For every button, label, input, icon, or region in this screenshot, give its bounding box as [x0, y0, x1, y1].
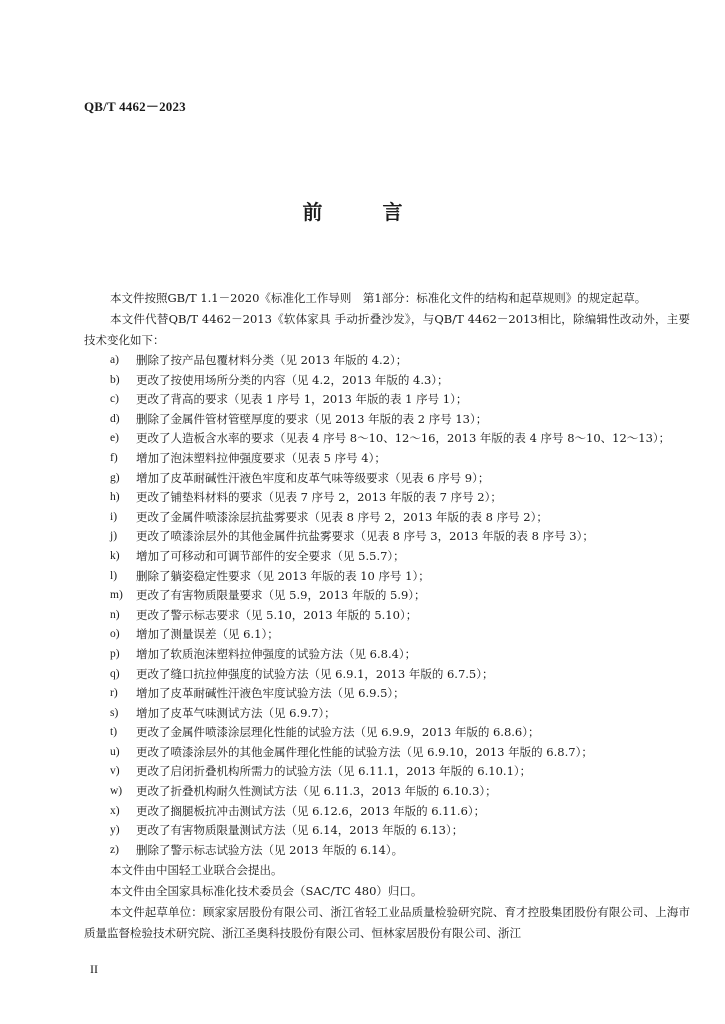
list-item [84, 841, 690, 861]
list-item-marker: l) [110, 569, 118, 582]
list-item-marker: g) [110, 471, 120, 484]
list-item-text: 增加了软质泡沫塑料拉伸强度的试验方法（见 6.8.4）； [136, 646, 417, 661]
list-item [84, 782, 690, 802]
list-item-marker: y) [110, 824, 120, 837]
list-item-text: 更改了铺垫料材料的要求（见表 7 序号 2，2013 年版的表 7 序号 2）； [136, 490, 502, 505]
list-item [84, 567, 690, 587]
standard-code: QB/T 4462－2023 [84, 99, 186, 114]
list-item [84, 371, 690, 391]
list-item-text: 更改了金属件喷漆涂层理化性能的试验方法（见 6.9.9，2013 年版的 6.8.6）； [136, 725, 540, 740]
list-item [84, 704, 690, 724]
list-item-text: 增加了测量误差（见 6.1）； [136, 627, 279, 642]
list-item [84, 762, 690, 782]
list-item-marker: d) [110, 412, 120, 425]
document-body [84, 288, 690, 944]
list-item-text: 更改了背高的要求（见表 1 序号 1，2013 年版的表 1 序号 1）； [136, 392, 468, 407]
list-item-marker: p) [110, 647, 120, 660]
list-item-marker: r) [110, 687, 118, 700]
list-item [84, 410, 690, 430]
list-item [84, 684, 690, 704]
list-item [84, 488, 690, 508]
list-item [84, 449, 690, 469]
list-item [84, 586, 690, 606]
list-item-marker: z) [110, 843, 119, 856]
list-item-text: 删除了警示标志试验方法（见 2013 年版的 6.14）。 [136, 842, 404, 857]
list-item-marker: c) [110, 393, 119, 406]
list-item [84, 625, 690, 645]
list-item [84, 390, 690, 410]
list-item-text: 更改了搁腿板抗冲击测试方法（见 6.12.6，2013 年版的 6.11.6）； [136, 803, 486, 818]
list-item [84, 723, 690, 743]
list-item-marker: s) [110, 706, 119, 719]
page-number: II [90, 962, 98, 976]
closing-paragraph-drafters: 本文件起草单位：顾家家居股份有限公司、浙江省轻工业品质量检验研究院、育才控股集团股份有限公司、上海市质量监督检验技术研究院、浙江圣奥科技股份有限公司、恒林家居股份有限公司、浙江 [84, 905, 690, 941]
closing-paragraph-committee: 本文件由全国家具标准化技术委员会（SAC/TC 480）归口。 [110, 884, 423, 899]
list-item-text: 更改了人造板含水率的要求（见表 4 序号 8～10、12～16，2013 年版的表 4 序号 8～10、12～13）； [136, 431, 671, 446]
list-item [84, 665, 690, 685]
list-item-marker: k) [110, 549, 120, 562]
list-item-marker: x) [110, 804, 120, 817]
list-item-marker: v) [110, 765, 120, 778]
list-item-text: 更改了缝口抗拉伸强度的试验方法（见 6.9.1，2013 年版的 6.7.5）； [136, 666, 494, 681]
list-item [84, 527, 690, 547]
list-item-text: 删除了金属件管材管壁厚度的要求（见 2013 年版的表 2 序号 13）； [136, 411, 488, 426]
list-item [84, 469, 690, 489]
list-item-marker: i) [110, 510, 118, 523]
list-item-marker: u) [110, 745, 120, 758]
list-item-marker: e) [110, 432, 119, 445]
list-item-marker: h) [110, 491, 120, 504]
list-item [84, 606, 690, 626]
technical-changes-list [84, 351, 690, 860]
list-item-text: 增加了皮革气味测试方法（见 6.9.7）； [136, 705, 336, 720]
intro-paragraph-2: 本文件代替QB/T 4462－2013《软体家具 手动折叠沙发》，与QB/T 4462－2013相比，除编辑性改动外，主要技术变化如下： [84, 312, 690, 347]
list-item-marker: m) [110, 589, 123, 602]
list-item-marker: q) [110, 667, 120, 680]
list-item [84, 508, 690, 528]
list-item [84, 351, 690, 371]
list-item-text: 增加了皮革耐碱性汗液色牢度和皮革气味等级要求（见表 6 序号 9）； [136, 470, 490, 485]
page-title: 前 言 [302, 200, 423, 224]
list-item-marker: w) [110, 785, 123, 798]
list-item-text: 更改了折叠机构耐久性测试方法（见 6.11.3，2013 年版的 6.10.3）； [136, 784, 497, 799]
closing-paragraph-proposer: 本文件由中国轻工业联合会提出。 [110, 863, 283, 878]
list-item-text: 更改了喷漆涂层外的其他金属件抗盐雾要求（见表 8 序号 3，2013 年版的表 8 序号 3）； [136, 529, 594, 544]
list-item-text: 增加了可移动和可调节部件的安全要求（见 5.5.7）； [136, 548, 405, 563]
intro-paragraph-1: 本文件按照GB/T 1.1－2020《标准化工作导则 第1部分：标准化文件的结构和起草规则》的规定起草。 [110, 291, 647, 305]
list-item [84, 802, 690, 822]
list-item-text: 增加了泡沫塑料拉伸强度要求（见表 5 序号 4）； [136, 450, 386, 465]
list-item-marker: j) [110, 530, 118, 543]
list-item-marker: n) [110, 608, 120, 621]
list-item-marker: t) [110, 726, 118, 739]
list-item-text: 更改了警示标志要求（见 5.10，2013 年版的 5.10）； [136, 607, 418, 622]
list-item-marker: o) [110, 628, 120, 641]
list-item-marker: a) [110, 354, 119, 366]
list-item-text: 更改了有害物质限量要求（见 5.9，2013 年版的 5.9）； [136, 588, 426, 603]
list-item-marker: f) [110, 451, 118, 464]
list-item [84, 547, 690, 567]
list-item-text: 删除了按产品包覆材料分类（见 2013 年版的 4.2）； [136, 353, 408, 367]
list-item-text: 更改了启闭折叠机构所需力的试验方法（见 6.11.1，2013 年版的 6.10.1）； [136, 764, 532, 779]
list-item-marker: b) [110, 373, 120, 386]
list-item [84, 645, 690, 665]
list-item [84, 821, 690, 841]
list-item-text: 更改了金属件喷漆涂层抗盐雾要求（见表 8 序号 2，2013 年版的表 8 序号 2）； [136, 509, 548, 524]
list-item-text: 更改了有害物质限量测试方法（见 6.14，2013 年版的 6.13）； [136, 823, 464, 838]
list-item [84, 743, 690, 763]
list-item-text: 更改了喷漆涂层外的其他金属件理化性能的试验方法（见 6.9.10，2013 年版的 6.8.7）； [136, 744, 593, 759]
list-item [84, 429, 690, 449]
list-item-text: 更改了按使用场所分类的内容（见 4.2，2013 年版的 4.3）； [136, 372, 449, 387]
list-item-text: 增加了皮革耐碱性汗液色牢度试验方法（见 6.9.5）； [136, 686, 405, 701]
list-item-text: 删除了躺姿稳定性要求（见 2013 年版的表 10 序号 1）； [136, 568, 430, 583]
